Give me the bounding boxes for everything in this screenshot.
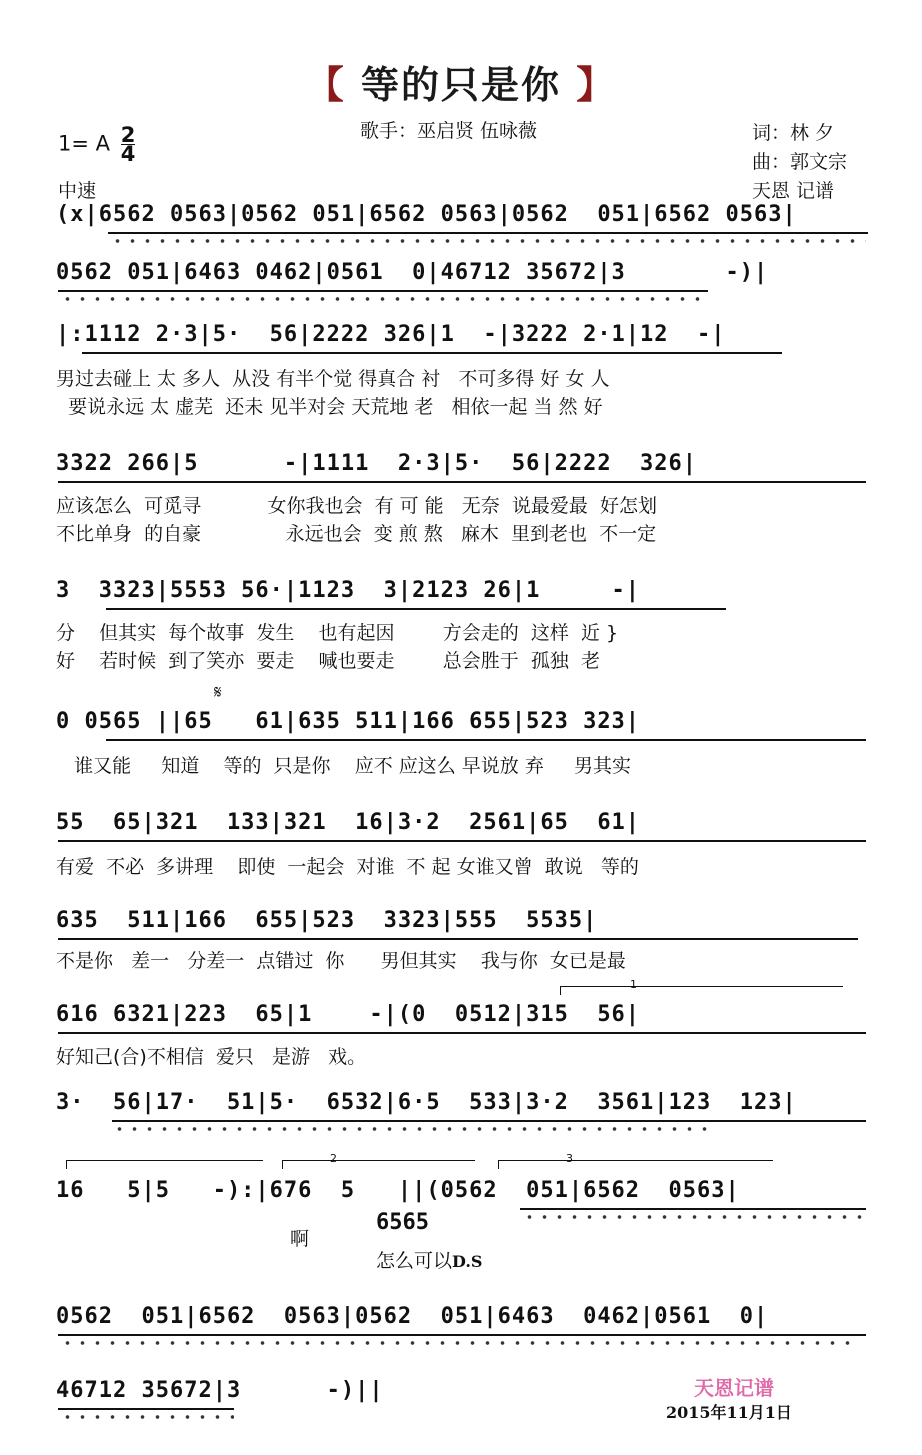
- lyric-line: 好知己(合)不相信 爱只 是游 戏。: [56, 1046, 367, 1068]
- beam-line: [58, 481, 866, 483]
- octave-dots: [112, 1126, 712, 1132]
- beam-line: [58, 938, 858, 940]
- transcription-date: 2015年11月1日: [666, 1403, 792, 1422]
- beam-line: [58, 290, 708, 292]
- coda-ah: 啊: [290, 1228, 310, 1250]
- notation-line: 3· 56|17· 51|5· 6532|6·5 533|3·2 3561|123 123|: [56, 1090, 797, 1115]
- coda-lyric: [376, 1246, 482, 1273]
- coda-lyric-text: 怎么可以: [376, 1250, 453, 1272]
- notation-line: 635 511|166 655|523 3323|555 5535|: [56, 908, 598, 933]
- title-bracket-right: 】: [576, 63, 617, 107]
- singer: 歌手：巫启贤 伍咏薇: [360, 120, 538, 142]
- beam-line: [112, 1120, 866, 1122]
- transcriber-stamp: 天恩记谱: [694, 1376, 774, 1400]
- lyric-verse-2: 要说永远 太 虚芜 还未 见半对会 天荒地 老 相依一起 当 然 好: [56, 396, 603, 418]
- notation-line: 0562 051|6463 0462|0561 0|46712 35672|3 -)|: [56, 260, 769, 285]
- beam-line: [58, 1334, 866, 1336]
- notation-line: 616 6321|223 65|1 -|(0 0512|315 56|: [56, 1002, 641, 1027]
- octave-dots: [110, 238, 866, 244]
- coda-notes: 6565: [376, 1210, 429, 1235]
- lyric-verse-1: 应该怎么 可觅寻 女你我也会 有 可 能 无奈 说最爱最 好怎划: [56, 495, 657, 517]
- song-title: [0, 54, 922, 109]
- octave-dots: [60, 1414, 234, 1420]
- notation-line: 3322 266|5 -|1111 2·3|5· 56|2222 326|: [56, 451, 698, 476]
- beam-line: [106, 608, 726, 610]
- beam-line: [82, 352, 782, 354]
- dal-segno-mark: D.S: [452, 1252, 483, 1271]
- volta-bracket-end: [66, 1160, 263, 1169]
- beam-line: [520, 1208, 866, 1210]
- beam-line: [58, 1032, 866, 1034]
- notation-line: 16 5|5 -):|676 5 ||(0562 051|6562 0563|: [56, 1178, 740, 1203]
- composer: 曲：郭文宗: [752, 151, 848, 173]
- lyric-line: 有爱 不必 多讲理 即使 一起会 对谁 不 起 女谁又曾 敢说 等的: [56, 856, 639, 878]
- transcriber: 天恩 记谱: [752, 180, 835, 202]
- notation-line: (x|6562 0563|0562 051|6562 0563|0562 051|6562 0563|: [56, 202, 797, 227]
- title-bracket-left: 【: [305, 63, 346, 107]
- octave-dots: [522, 1214, 866, 1220]
- time-sig-top: 2: [120, 123, 136, 147]
- notation-line: 55 65|321 133|321 16|3·2 2561|65 61|: [56, 810, 641, 835]
- volta-bracket-1: [560, 986, 843, 995]
- notation-line: 3 3323|5553 56·|1123 3|2123 26|1 -|: [56, 578, 641, 603]
- notation-line: 0562 051|6562 0563|0562 051|6463 0462|0561 0|: [56, 1304, 769, 1329]
- lyric-verse-2: 不比单身 的自豪 永远也会 变 煎 熬 麻木 里到老也 不一定: [56, 523, 657, 545]
- volta-number-1: 1: [630, 978, 637, 991]
- volta-bracket-2: [282, 1160, 475, 1169]
- notation-line: |:1112 2·3|5· 56|2222 326|1 -|3222 2·1|12 -|: [56, 322, 726, 347]
- volta-number-2: 2: [330, 1152, 337, 1165]
- lyric-line: 谁又能 知道 等的 只是你 应不 应这么 早说放 弃 男其实: [56, 755, 632, 777]
- lyric-verse-2: 好 若时候 到了笑亦 要走 喊也要走 总会胜于 孤独 老: [56, 650, 600, 672]
- octave-dots: [60, 296, 706, 302]
- notation-line: 0 0565 ||65 61|635 511|166 655|523 323|: [56, 709, 641, 734]
- volta-number-3: 3: [566, 1152, 573, 1165]
- lyricist: 词：林 夕: [752, 122, 835, 144]
- time-sig-bottom: 4: [120, 142, 136, 166]
- lyric-verse-1: 分 但其实 每个故事 发生 也有起因 方会走的 这样 近 }: [56, 622, 619, 644]
- key-signature: [58, 123, 136, 166]
- beam-line: [58, 840, 866, 842]
- lyric-line: 不是你 差一 分差一 点错过 你 男但其实 我与你 女已是最: [56, 950, 626, 972]
- tempo: 中速: [58, 180, 97, 202]
- time-signature: [120, 123, 136, 166]
- beam-line: [106, 739, 866, 741]
- notation-line: 46712 35672|3 -)||: [56, 1378, 384, 1403]
- segno-sign: 𝄋: [214, 682, 222, 703]
- volta-bracket-3: [498, 1160, 773, 1169]
- beam-line: [108, 232, 868, 234]
- title-text: 等的只是你: [360, 63, 561, 107]
- lyric-verse-1: 男过去碰上 太 多人 从没 有半个觉 得真合 衬 不可多得 好 女 人: [56, 368, 610, 390]
- octave-dots: [60, 1340, 860, 1346]
- key-label: 1= A: [58, 131, 110, 156]
- beam-line: [58, 1408, 234, 1410]
